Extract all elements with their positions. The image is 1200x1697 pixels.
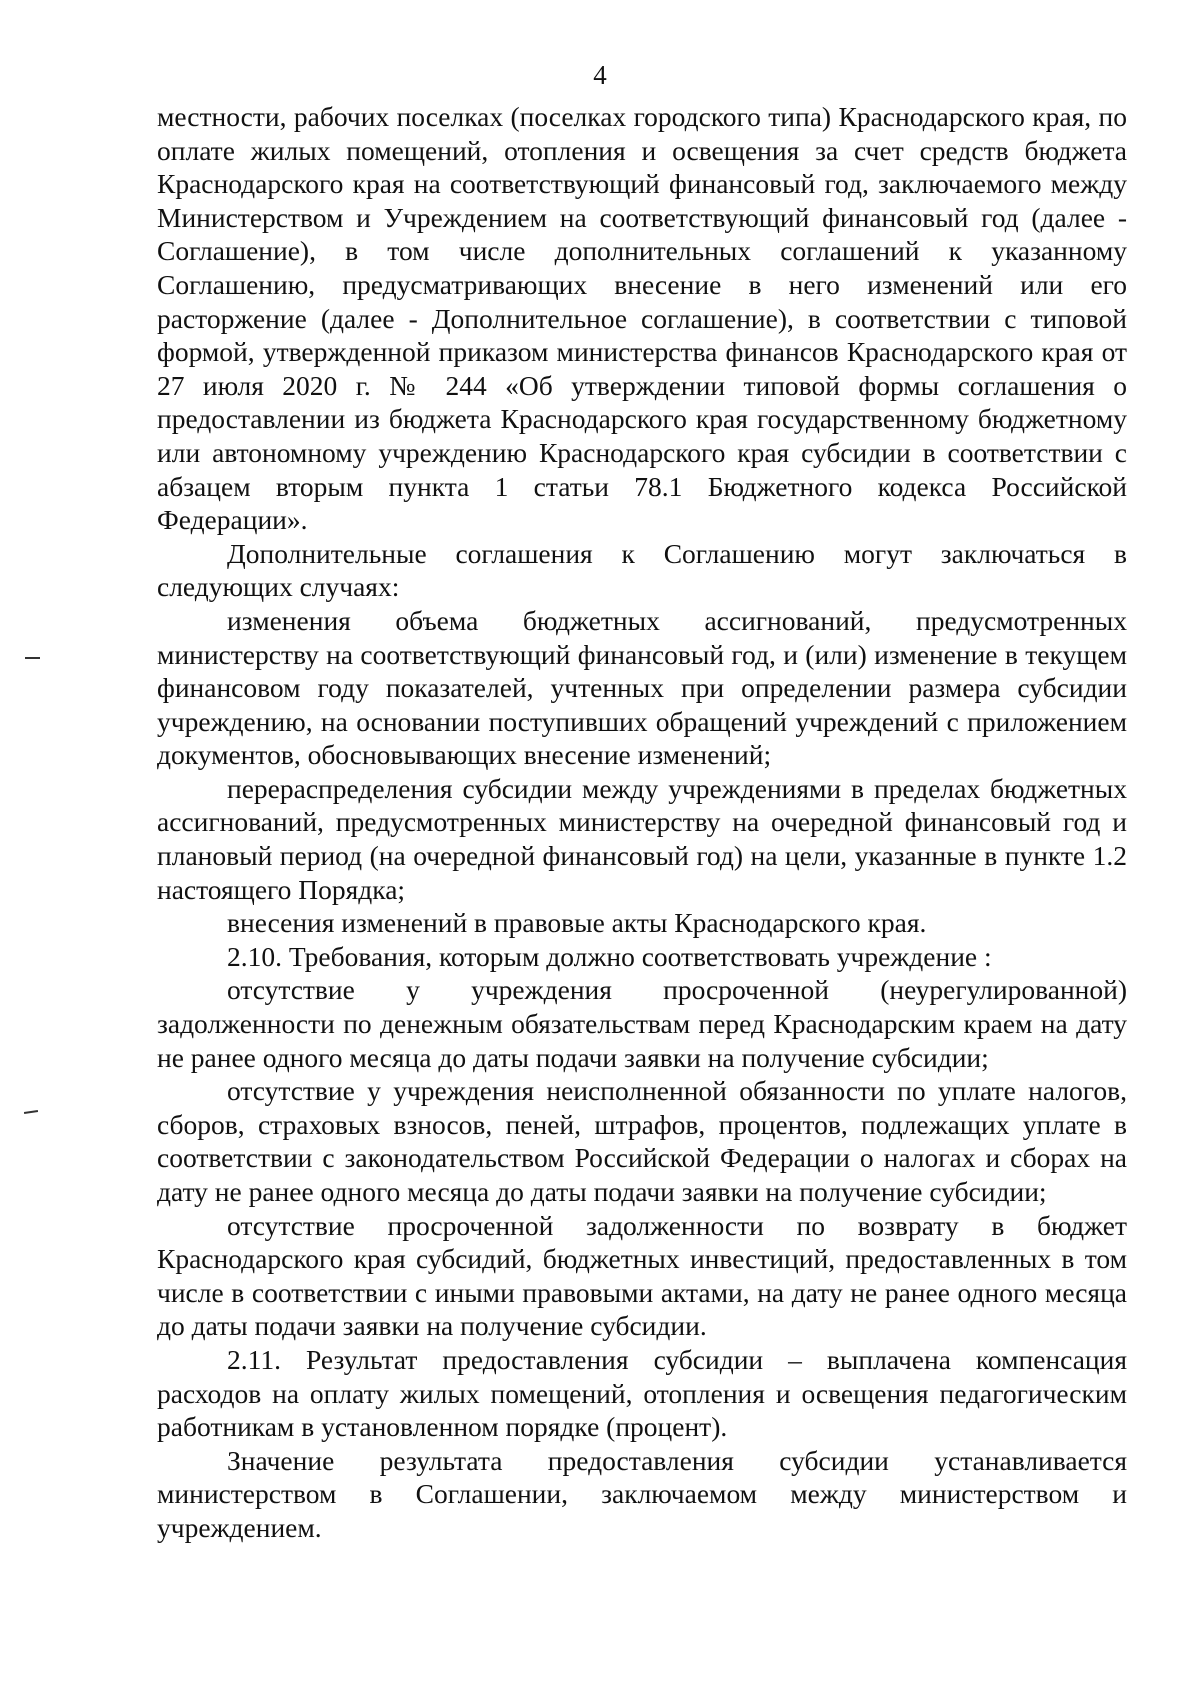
scan-margin-mark [25,657,40,659]
paragraph: местности, рабочих поселках (поселках городского типа) Краснодарского края, по оплате жилых помещений, отопления и освещения за счет средств бюджета Краснодарского края на соответствующий финансовый год, заключаемого между Министерством и Учреждением на соответствующий финансовый год (далее - Соглашение), в том числе дополнительных соглашений к указанному Соглашению, предусматривающих внесение в него изменений или его расторжение (далее - Дополнительное соглашение), в соответствии с типовой формой, утвержденной приказом министерства финансов Краснодарского края от 27 июля 2020 г. № 244 «Об утверждении типовой формы соглашения о предоставлении из бюджета Краснодарского края государственному бюджетному или автономному учреждению Краснодарского края субсидии в соответствии с абзацем вторым пункта 1 статьи 78.1 Бюджетного кодекса Российской Федерации». [157,101,1127,536]
section-heading-2-10: 2.10. Требования, которым должно соответствовать учреждение : [227,940,992,972]
paragraph: отсутствие просроченной задолженности по возврату в бюджет Краснодарского края субсидий, бюджетных инвестиций, предоставленных в том числе в соответствии с иными правовыми актами, на дату не ранее одного месяца до даты подачи заявки на получение субсидии. [157,1209,1127,1342]
paragraph: внесения изменений в правовые акты Краснодарского края. [227,907,927,939]
paragraph: Значение результата предоставления субсидии устанавливается министерством в Соглашении, заключаемом между министерством и учреждением. [157,1444,1127,1543]
paragraph: Дополнительные соглашения к Соглашению могут заключаться в следующих случаях: [157,537,1127,603]
paragraph: отсутствие у учреждения неисполненной обязанности по уплате налогов, сборов, страховых взносов, пеней, штрафов, процентов, подлежащих уплате в соответствии с законодательством Российской Федерации о налогах и сборах на дату не ранее одного месяца до даты подачи заявки на получение субсидии; [157,1075,1127,1207]
paragraph: перераспределения субсидии между учреждениями в пределах бюджетных ассигнований, предусмотренных министерству на очередной финансовый год и плановый период (на очередной финансовый год) на цели, указанные в пункте 1.2 настоящего Порядка; [157,772,1127,905]
section-2-11: 2.11. Результат предоставления субсидии – выплачена компенсация расходов на оплату жилых помещений, отопления и освещения педагогическим работникам в установленном порядке (процент). [157,1343,1127,1443]
paragraph: изменения объема бюджетных ассигнований, предусмотренных министерству на соответствующий финансовый год, и (или) изменение в текущем финансовом году показателей, учтенных при определении размера субсидии учреждению, на основании поступивших обращений учреждений с приложением документов, обосновывающих внесение изменений; [157,604,1127,771]
document-body [157,100,1127,1545]
paragraph: отсутствие у учреждения просроченной (неурегулированной) задолженности по денежным обязательствам перед Краснодарским краем на дату не ранее одного месяца до даты подачи заявки на получение субсидии; [157,974,1127,1073]
page-number: 4 [593,60,607,90]
scan-margin-mark [24,1110,38,1114]
